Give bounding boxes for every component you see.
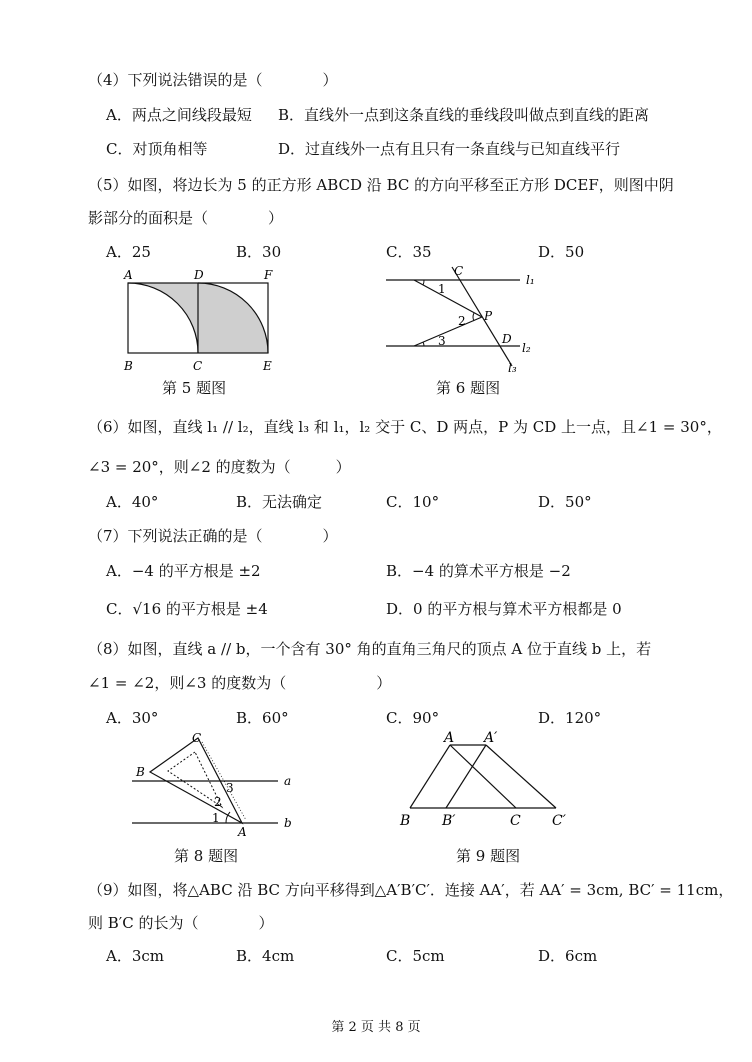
q9-option-d: D．6cm bbox=[538, 947, 598, 965]
q7-stem: （7）下列说法正确的是（ ） bbox=[88, 527, 338, 545]
fig8-label-a-line: a bbox=[284, 774, 292, 788]
fig8-label-2: 2 bbox=[214, 795, 222, 809]
q7-option-d: D．0 的平方根与算术平方根都是 0 bbox=[386, 600, 622, 618]
q5-stem-line2: 影部分的面积是（ ） bbox=[88, 209, 284, 227]
fig6-label-3: 3 bbox=[438, 334, 446, 348]
q9-stem-line2: 则 B′C 的长为（ ） bbox=[88, 914, 274, 932]
fig5-label-b: B bbox=[124, 359, 133, 373]
fig9-label-b-prime: B′ bbox=[442, 813, 456, 829]
q6-option-a: A．40° bbox=[106, 493, 159, 511]
q8-option-d: D．120° bbox=[538, 709, 602, 727]
fig8-label-3: 3 bbox=[226, 781, 234, 795]
q4-option-c: C．对顶角相等 bbox=[106, 140, 208, 158]
fig9-label-b: B bbox=[400, 813, 411, 829]
q4-option-a: A．两点之间线段最短 bbox=[106, 106, 252, 124]
fig9-label-a: A bbox=[444, 730, 455, 746]
page-footer: 第 2 页 共 8 页 bbox=[331, 1020, 421, 1035]
q6-option-b: B．无法确定 bbox=[236, 493, 323, 511]
q9-option-a: A．3cm bbox=[106, 947, 165, 965]
fig8-label-1: 1 bbox=[212, 811, 220, 825]
q8-option-a: A．30° bbox=[106, 709, 159, 727]
q6-stem-line1: （6）如图，直线 l₁ // l₂，直线 l₃ 和 l₁，l₂ 交于 C、D 两点，P 为 CD 上一点，且∠1 = 30°， bbox=[88, 418, 722, 436]
q4-option-b: B．直线外一点到这条直线的垂线段叫做点到直线的距离 bbox=[278, 106, 650, 124]
figure-8 bbox=[128, 730, 298, 840]
fig6-label-l1: l₁ bbox=[526, 273, 535, 287]
figure-9 bbox=[396, 730, 582, 830]
fig5-shaded-right bbox=[198, 283, 268, 353]
fig6-label-2: 2 bbox=[458, 314, 466, 328]
q7-option-c: C．√16 的平方根是 ±4 bbox=[106, 600, 268, 618]
q5-option-d: D．50 bbox=[538, 243, 585, 261]
fig9-segment-ac bbox=[450, 745, 516, 808]
fig9-segment-ab bbox=[410, 745, 450, 808]
fig6-label-l2: l₂ bbox=[522, 341, 531, 355]
fig6-segment-3 bbox=[414, 317, 482, 346]
q6-stem-line2: ∠3 = 20°，则∠2 的度数为（ ） bbox=[88, 458, 351, 476]
q8-stem-line1: （8）如图，直线 a // b，一个含有 30° 角的直角三角尺的顶点 A 位于直线 b 上，若 bbox=[88, 640, 652, 658]
fig9-caption: 第 9 题图 bbox=[456, 847, 521, 865]
q4-stem: （4）下列说法错误的是（ ） bbox=[88, 71, 338, 89]
q7-option-a: A．−4 的平方根是 ±2 bbox=[106, 562, 261, 580]
q6-option-d: D．50° bbox=[538, 493, 592, 511]
fig9-label-c-prime: C′ bbox=[552, 813, 566, 829]
fig8-caption: 第 8 题图 bbox=[174, 847, 239, 865]
fig9-segment-a1c1 bbox=[486, 745, 556, 808]
q8-option-c: C．90° bbox=[386, 709, 440, 727]
q9-stem-line1: （9）如图，将△ABC 沿 BC 方向平移得到△A′B′C′．连接 AA′，若 AA′ = 3cm, BC′ = 11cm， bbox=[88, 881, 734, 899]
fig5-label-d: D bbox=[194, 268, 204, 282]
fig9-segment-a1b1 bbox=[446, 745, 486, 808]
fig5-label-c: C bbox=[193, 359, 203, 373]
fig6-label-l3: l₃ bbox=[508, 361, 517, 375]
figure-6 bbox=[380, 262, 550, 376]
q4-option-d: D．过直线外一点有且只有一条直线与已知直线平行 bbox=[278, 140, 621, 158]
fig6-label-p: P bbox=[484, 309, 493, 323]
fig6-angle-1-arc bbox=[423, 280, 424, 285]
q7-option-b: B．−4 的算术平方根是 −2 bbox=[386, 562, 571, 580]
fig6-label-1: 1 bbox=[438, 282, 446, 296]
q8-stem-line2: ∠1 = ∠2，则∠3 的度数为（ ） bbox=[88, 674, 392, 692]
fig6-caption: 第 6 题图 bbox=[436, 379, 501, 397]
q5-option-c: C．35 bbox=[386, 243, 432, 261]
q5-stem-line1: （5）如图，将边长为 5 的正方形 ABCD 沿 BC 的方向平移至正方形 DCEF，则图中阴 bbox=[88, 176, 674, 194]
q6-option-c: C．10° bbox=[386, 493, 440, 511]
q5-option-a: A．25 bbox=[106, 243, 151, 261]
q9-option-c: C．5cm bbox=[386, 947, 445, 965]
fig5-label-f: F bbox=[264, 268, 273, 282]
fig6-label-c: C bbox=[454, 264, 464, 278]
fig9-label-c: C bbox=[510, 813, 521, 829]
fig8-label-b-vertex: B bbox=[136, 765, 145, 779]
q5-option-b: B．30 bbox=[236, 243, 282, 261]
fig6-label-d: D bbox=[502, 332, 512, 346]
fig5-label-e: E bbox=[263, 359, 272, 373]
fig5-label-a: A bbox=[124, 268, 133, 282]
fig8-label-b-line: b bbox=[284, 816, 292, 830]
fig8-angle-1-arc bbox=[226, 812, 230, 823]
fig8-label-a-vertex: A bbox=[238, 825, 247, 839]
fig5-shaded-left bbox=[128, 283, 198, 353]
fig9-label-a-prime: A′ bbox=[484, 730, 498, 746]
fig6-angle-2-arc bbox=[473, 313, 474, 321]
q8-option-b: B．60° bbox=[236, 709, 289, 727]
q9-option-b: B．4cm bbox=[236, 947, 295, 965]
figure-5 bbox=[110, 262, 290, 376]
fig6-segment-1 bbox=[414, 280, 482, 317]
fig6-angle-3-arc bbox=[423, 342, 424, 346]
fig8-label-c: C bbox=[192, 731, 202, 745]
fig5-caption: 第 5 题图 bbox=[162, 379, 227, 397]
